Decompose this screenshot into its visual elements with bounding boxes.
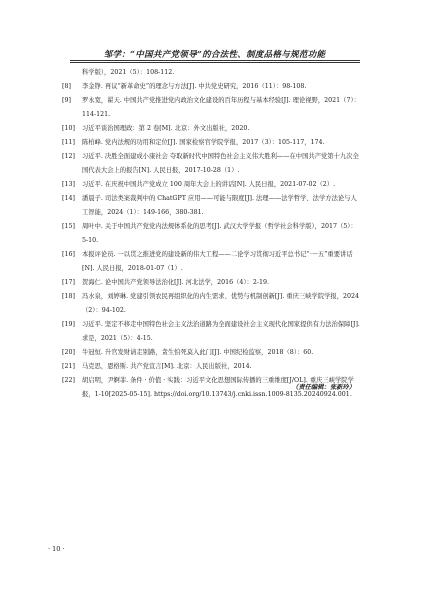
reference-number: [20]	[62, 349, 75, 356]
reference-item	[62, 220, 362, 248]
reference-number: [11]	[62, 139, 75, 146]
reference-text: 习近平. 在庆祝中国共产党成立 100 周年大会上的讲话[N]. 人民日报，2021-07-02（2）.	[82, 181, 336, 188]
reference-text: 牛冠恒. 升官发财请走别路，贪生怕死莫入此门[J]. 中国纪检监察，2018（8）：60.	[82, 349, 314, 356]
running-header: 邹学：“中国共产党领导”的合法性、制度品格与规范功能	[103, 50, 326, 60]
reference-number: [19]	[62, 321, 75, 328]
responsible-editor: （责任编辑：张新玲）	[292, 384, 355, 391]
reference-item	[62, 318, 362, 346]
reference-text: 李金铮. 再议“新革命史”的理念与方法[J]. 中共党史研究，2016（11）：98-108.	[82, 83, 307, 90]
reference-number: [10]	[62, 125, 75, 132]
reference-number: [8]	[62, 83, 71, 90]
reference-item	[62, 94, 362, 122]
reference-item	[62, 80, 362, 94]
reference-text: 罗永宽，翟天. 中国共产党推进党内政治文化建设的百年历程与基本经验[J]. 理论视野，2021（7）：114-121.	[82, 97, 360, 118]
reference-text: 潘晨子. 司法类案裁判中的 ChatGPT 应用——可能与限度[J]. 法理——法学哲学、法学方法论与人工智能，2024（1）：149-166，380-381.	[82, 195, 357, 216]
reference-text: 科学版），2021（5）：108-112.	[82, 69, 175, 76]
header-rule-top	[70, 60, 360, 61]
header-rule-bottom	[70, 62, 360, 63]
reference-number: [12]	[62, 153, 75, 160]
reference-text: 冯水泉，刘婷琳. 党建引领农民再组织化的内生需求、优势与机制创新[J]. 重庆三峡学院学报，2024（2）：94-102.	[82, 293, 360, 314]
reference-text: 陈柏峰. 党内法规的功用和定位[J]. 国家检察官学院学报，2017（3）：105-117，174.	[82, 139, 325, 146]
reference-item	[62, 276, 362, 290]
reference-text: 习近平谈治国理政：第 2 卷[M]. 北京：外文出版社，2020.	[82, 125, 250, 132]
reference-item	[62, 122, 362, 136]
reference-item	[62, 66, 362, 80]
reference-text: 周叶中. 关于中国共产党党内法规体系化的思考[J]. 武汉大学学报（哲学社会科学版），2017（5）：5-10.	[82, 223, 357, 244]
reference-text: 贺海仁. 论中国共产党领导法治化[J]. 河北法学，2016（4）：2-19.	[82, 279, 270, 286]
reference-item	[62, 150, 362, 178]
reference-item	[62, 360, 362, 374]
reference-number: [15]	[62, 223, 75, 230]
reference-list	[62, 66, 362, 402]
reference-number: [17]	[62, 279, 75, 286]
reference-number: [13]	[62, 181, 75, 188]
page-number: · 10 ·	[48, 545, 65, 553]
reference-item	[62, 192, 362, 220]
reference-text: 胡启明，尹婀菲. 条件 · 价值 · 实践：习近平文化思想国际传播的三重维度[J/OL]. 重庆三峡学院学报，1-10[2025-05-15]. https://doi.org/10.13743/j.cnki.issn.1009-8135.20240924.001.	[82, 377, 354, 398]
reference-number: [16]	[62, 251, 75, 258]
reference-text: 马克思，恩格斯. 共产党宣言[M]. 北京：人民出版社，2014.	[82, 363, 252, 370]
reference-text: 本报评论员. 一以贯之推进党的建设新的伟大工程——二论学习贯彻习近平总书记“一·五”重要讲话[N]. 人民日报，2018-01-07（1）.	[82, 251, 353, 272]
reference-item	[62, 248, 362, 276]
reference-text: 习近平. 坚定不移走中国特色社会主义法治道路为全面建设社会主义现代化国家提供有力法治保障[J]. 求是，2021（5）：4-15.	[82, 321, 360, 342]
reference-number: [21]	[62, 363, 75, 370]
reference-number: [14]	[62, 195, 75, 202]
reference-item	[62, 290, 362, 318]
reference-number: [18]	[62, 293, 75, 300]
reference-number: [22]	[62, 377, 75, 384]
reference-text: 习近平. 决胜全面建成小康社会 夺取新时代中国特色社会主义伟大胜利——在中国共产党第十九次全国代表大会上的报告[N]. 人民日报，2017-10-28（1）.	[82, 153, 359, 174]
reference-item	[62, 136, 362, 150]
reference-number: [9]	[62, 97, 71, 104]
reference-item	[62, 178, 362, 192]
reference-item	[62, 346, 362, 360]
